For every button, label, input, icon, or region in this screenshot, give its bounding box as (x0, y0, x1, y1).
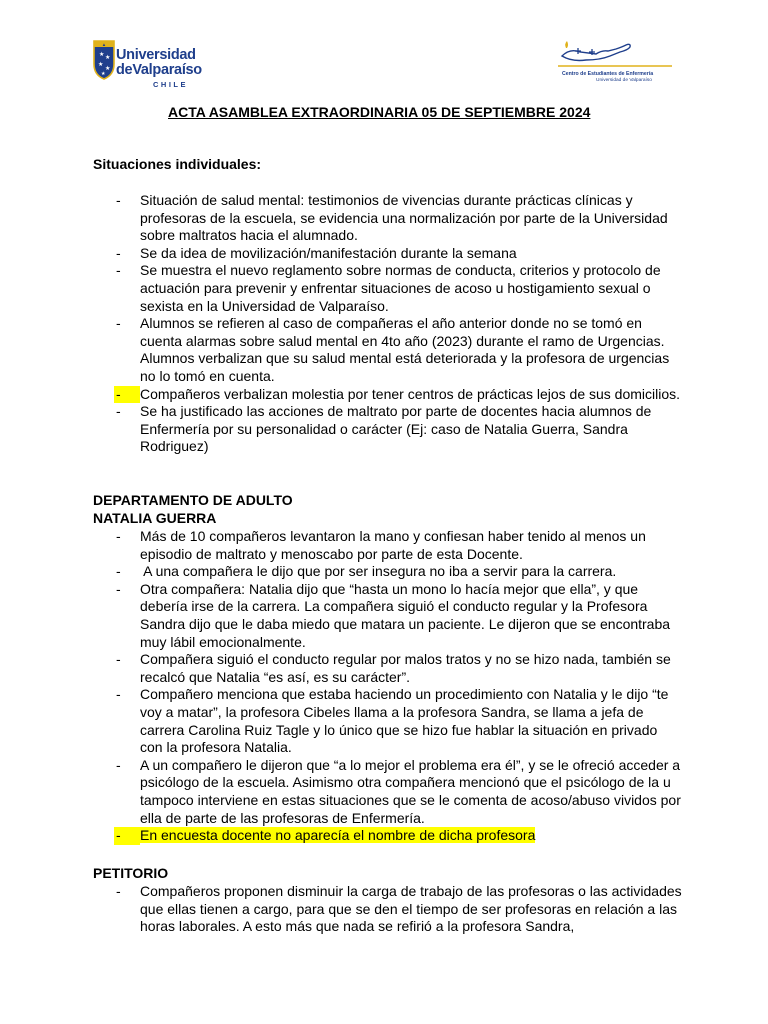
section-heading-adult: DEPARTAMENTO DE ADULTO (93, 492, 293, 508)
universidad-valparaiso-logo (93, 40, 203, 90)
list-dash: - (116, 756, 121, 773)
university-name-line1: Universidad (116, 47, 196, 63)
list-item (93, 245, 683, 263)
list-item-text: Más de 10 compañeros levantaron la mano y confiesan haber tenido al menos un episodio de maltrato y menoscabo por parte de esta Docente. (140, 528, 646, 562)
list-dash: - (116, 192, 121, 208)
list-item (93, 262, 683, 315)
petition-list (93, 883, 683, 936)
list-dash: - (116, 686, 121, 703)
list-item-text: A una compañera le dijo que por ser insegura no iba a servir para la carrera. (140, 563, 617, 580)
list-dash: - (116, 883, 121, 899)
list-item (93, 315, 683, 385)
list-item-text: A un compañero le dijeron que “a lo mejor el problema era él”, y se le ofreció acceder a psicólogo de la escuela. Asimismo otra compañera mencionó que el psicólogo de la u tampoco interviene en estas situaciones que se le comenta de acoso/abuso vividos por ella de parte de las profesoras de Enfermería. (140, 756, 681, 826)
svg-text:★: ★ (105, 54, 111, 61)
list-item-text: Compañera siguió el conducto regular por malos tratos y no se hizo nada, también se recalcó que Natalia “es así, es su carácter”. (140, 651, 671, 685)
section-heading-individual: Situaciones individuales: (93, 156, 262, 172)
list-dash: - (116, 403, 121, 420)
list-item-highlighted (93, 386, 683, 404)
list-item (93, 651, 683, 686)
list-item (93, 757, 683, 827)
svg-text:★: ★ (98, 61, 104, 68)
list-item-text: Situación de salud mental: testimonios de vivencias durante prácticas clínicas y profesoras de la escuela, se evidencia una normalización por parte de la Universidad sobre maltratos hacia el alumnado. (140, 192, 668, 244)
list-item-text: Se muestra el nuevo reglamento sobre normas de conducta, criterios y protocolo de actuación para prevenir y enfrentar situaciones de acoso u hostigamiento sexual o sexista en la Universidad de Valparaíso. (140, 262, 661, 314)
list-item-highlighted (93, 827, 683, 845)
svg-text:★: ★ (99, 51, 105, 58)
list-item-text: Compañeros verbalizan molestia por tener centros de prácticas lejos de sus domicilios. (140, 385, 681, 402)
list-dash: - (116, 244, 121, 261)
university-country: CHILE (153, 80, 188, 89)
svg-text:★: ★ (105, 65, 111, 72)
list-item-text: Compañero menciona que estaba haciendo un procedimiento con Natalia y le dijo “te voy a matar”, la profesora Cibeles llama a la profesora Sandra, se llama a jefa de carrera Carolina Ruiz Tagle y lo único que se hizo fue hablar la situación en privado con la profesora Natalia. (140, 686, 669, 756)
section-heading-petition: PETITORIO (93, 865, 169, 881)
list-dash: - (116, 580, 121, 597)
section-subheading-natalia: NATALIA GUERRA (93, 510, 217, 526)
list-item (93, 581, 683, 651)
student-center-university: Universidad de Valparaíso (596, 78, 652, 83)
list-item (93, 403, 683, 456)
university-name (116, 48, 202, 78)
student-center-name: Centro de Estudiantes de Enfermería (562, 71, 654, 77)
university-shield-icon (93, 40, 115, 80)
list-dash: - (116, 651, 121, 668)
svg-text:▲: ▲ (101, 42, 107, 47)
list-item-text-highlighted: En encuesta docente no aparecía el nombre de dicha profesora (140, 827, 536, 844)
individual-list (93, 192, 683, 456)
list-dash: - (116, 262, 121, 279)
list-item (93, 883, 683, 936)
nursing-lamp-icon (556, 40, 674, 72)
university-name-line2: deValparaíso (116, 62, 202, 78)
list-item-text: Compañeros proponen disminuir la carga de trabajo de las profesoras o las actividades que ellas tienen a cargo, para que se den el tiempo de ser profesoras en relación a las horas laborales. A esto más que nada se refirió a la profesora Sandra, (140, 883, 682, 935)
list-item-text: Alumnos se refieren al caso de compañeras el año anterior donde no se tomó en cuenta alarmas sobre salud mental en 4to año (2023) durante el ramo de Urgencias. Alumnos verbalizan que su salud mental está deteriorada y la profesora de urgencias no lo tomó en cuenta. (140, 315, 670, 384)
list-dash: - (116, 563, 121, 580)
list-dash-highlighted: - (114, 827, 140, 845)
list-item (93, 192, 683, 245)
svg-text:★: ★ (101, 71, 106, 77)
list-item-text: Otra compañera: Natalia dijo que “hasta un mono lo hacía mejor que ella”, y que debería irse de la carrera. La compañera siguió el conducto regular y la Profesora Sandra dijo que le daba miedo que matara un paciente. Le dijeron que se encontraba muy lábil emocionalmente. (140, 580, 671, 650)
list-item-text: Se da idea de movilización/manifestación durante la semana (140, 244, 517, 261)
list-item-text: Se ha justificado las acciones de maltrato por parte de docentes hacia alumnos de Enfermería por su personalidad o carácter (Ej: caso de Natalia Guerra, Sandra Rodriguez) (140, 403, 652, 455)
list-item (93, 563, 683, 581)
adult-list (93, 528, 683, 845)
list-dash: - (116, 315, 121, 332)
list-item (93, 686, 683, 756)
document-title: ACTA ASAMBLEA EXTRAORDINARIA 05 DE SEPTIEMBRE 2024 (168, 104, 591, 120)
list-item (93, 528, 683, 563)
list-dash-highlighted: - (114, 386, 140, 404)
centro-estudiantes-logo (556, 40, 676, 88)
list-dash: - (116, 528, 121, 544)
